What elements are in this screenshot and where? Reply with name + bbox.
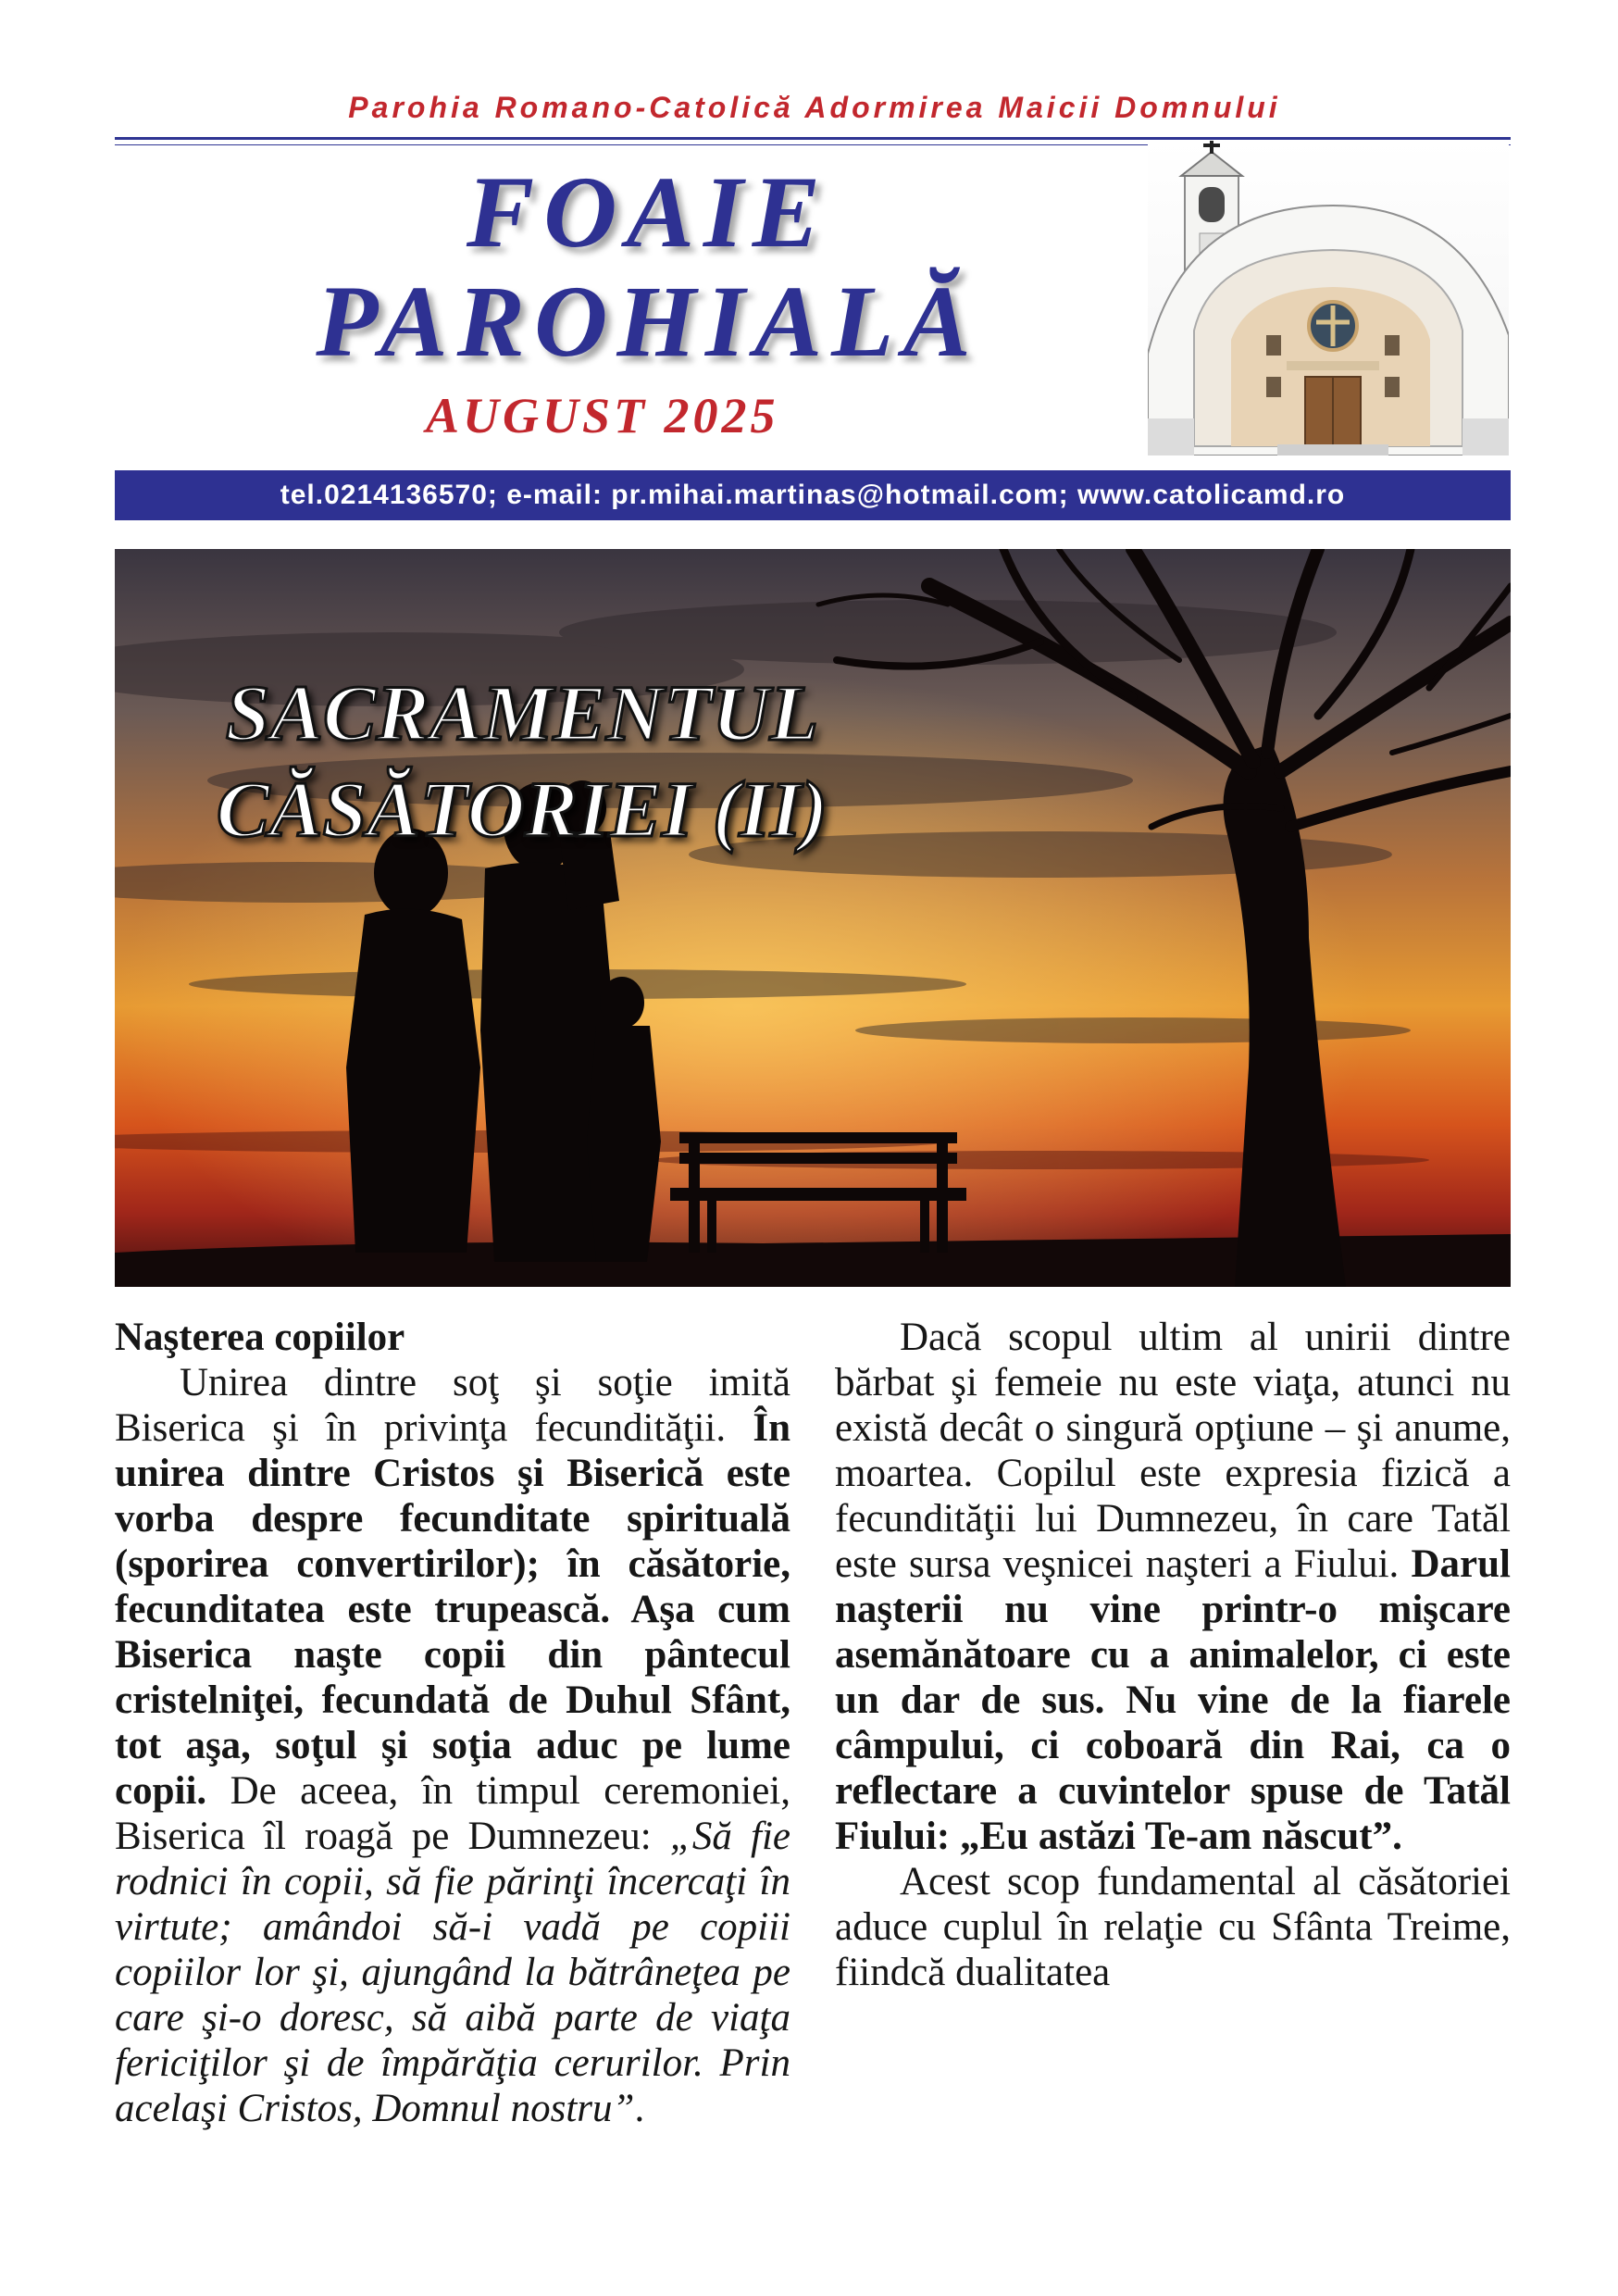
church-image bbox=[1148, 141, 1509, 455]
article-column-left bbox=[115, 1315, 790, 2131]
article-paragraph-3: Acest scop fundamental al căsătoriei aduce cuplul în relaţie cu Sfânta Treime, fiindcă dualitatea bbox=[835, 1860, 1511, 1994]
p1-end: . bbox=[634, 2087, 645, 2130]
p1-text-2: De aceea, în timpul ceremoniei, Biserica îl roagă pe Dumnezeu: bbox=[115, 1769, 790, 1858]
p1-text: Unirea dintre soţ şi soţie imită Biserica şi în privinţa fecundităţii. bbox=[115, 1361, 790, 1450]
article-paragraph-2 bbox=[835, 1315, 1511, 1859]
article-paragraph-1 bbox=[115, 1360, 790, 2131]
parish-name: Parohia Romano-Catolică Adormirea Maicii Domnului bbox=[348, 91, 1281, 124]
article-column-right bbox=[835, 1315, 1511, 1995]
p2-text: Dacă scopul ultim al unirii dintre bărbat şi femeie nu este viaţa, atunci nu există decât o singură opţiune – şi anume, moartea. Copilul este expresia fizică a fecundităţii lui Dumnezeu, în care Tatăl este sursa veşnicei naşteri a Fiului. bbox=[835, 1316, 1511, 1586]
masthead-title bbox=[185, 157, 1111, 376]
header-rule bbox=[115, 137, 1511, 140]
article-heading: Naşterea copiilor bbox=[115, 1316, 405, 1359]
masthead-title-line2: PAROHIALĂ bbox=[316, 265, 980, 378]
hero-title bbox=[207, 665, 837, 857]
issue-date: AUGUST 2025 bbox=[426, 388, 779, 443]
hero-title-line2: CĂSĂTORIEI (II) bbox=[216, 765, 828, 854]
p1-prayer-quote: „Să fie rodnici în copii, să fie părinţi încercaţi în virtute; amândoi să-i vadă pe copiii copiilor lor şi, ajungând la bătrâneţea pe care şi-o doresc, să aibă parte de viaţa fericiţilor şi de împărăţia cerurilor. Prin acelaşi Cristos, Domnul nostru” bbox=[115, 1815, 790, 2130]
p2-bold: Darul naşterii nu vine printr-o mişcare asemănătoare cu a animalelor, ci este un dar de sus. Nu vine de la fiarele câmpului, ci coboară din Rai, ca o reflectare a cuvintelor spuse de Tatăl Fiului: „Eu astăzi Te-am născut”. bbox=[835, 1542, 1511, 1858]
hero-image bbox=[115, 549, 1511, 1287]
hero-title-line1: SACRAMENTUL bbox=[225, 668, 819, 757]
contact-bar: tel.0214136570; e-mail: pr.mihai.martinas@hotmail.com; www.catolicamd.ro bbox=[115, 470, 1511, 520]
p1-bold: În unirea dintre Cristos şi Biserică este vorba despre fecunditate spirituală (sporirea convertirilor); în căsătorie, fecunditatea este trupească. Aşa cum Biserica naşte copii din pântecul cristelniţei, fecundată de Duhul Sfânt, tot aşa, soţul şi soţia aduc pe lume copii. bbox=[115, 1406, 790, 1813]
masthead-title-line1: FOAIE bbox=[466, 156, 830, 268]
